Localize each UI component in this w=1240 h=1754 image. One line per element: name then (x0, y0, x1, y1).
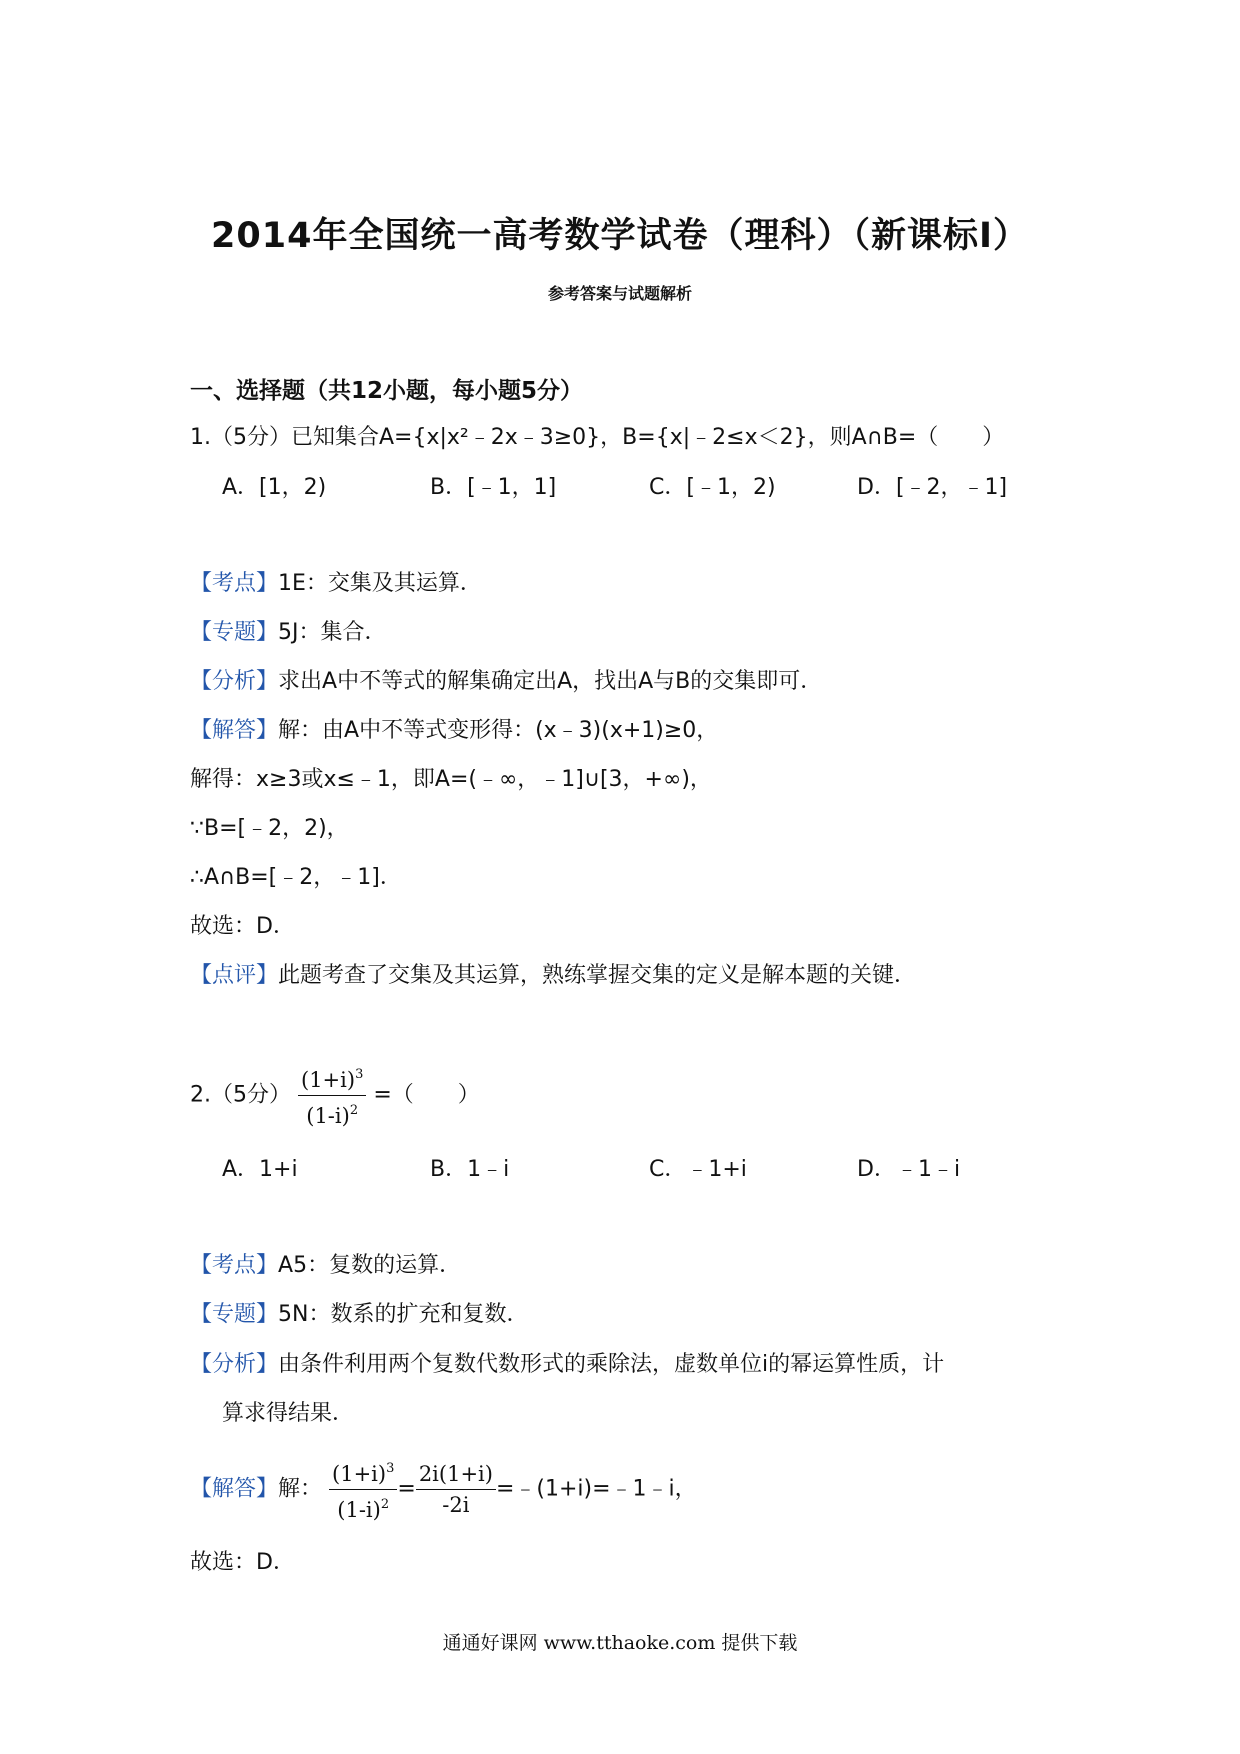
solution-fraction-1 (329, 1456, 397, 1523)
solution-fraction-2 (416, 1461, 496, 1518)
q1-option-b: B．[﹣1，1] (430, 475, 557, 500)
fenxi-text: 求出A中不等式的解集确定出A，找出A与B的交集即可． (278, 669, 823, 694)
q2-frac-numerator: (1+i) (301, 1068, 356, 1092)
q2-kaodian (190, 1251, 461, 1281)
page-subtitle: 参考答案与试题解析 (547, 284, 692, 303)
q1-answer: 故选：D． (190, 914, 295, 939)
sol-frac1-numerator: (1+i) (332, 1462, 387, 1486)
q1-step-2: ∵B=[﹣2，2)， (190, 816, 349, 841)
dianping-text: 此题考查了交集及其运算，熟练掌握交集的定义是解本题的关键． (278, 963, 917, 988)
kaodian-text: 1E：交集及其运算． (278, 571, 482, 596)
section-heading: 一、选择题（共12小题，每小题5分） (190, 378, 584, 404)
zhuanti-tag: 【专题】 (190, 620, 279, 645)
q2-option-a: A．1+i (222, 1157, 298, 1182)
q2-option-b: B．1﹣i (430, 1157, 510, 1182)
zhuanti-tag: 【专题】 (190, 1302, 279, 1327)
q2-frac-denominator-exp: 2 (349, 1103, 359, 1118)
q2-fraction (298, 1062, 366, 1129)
sol-frac1-denominator-exp: 2 (380, 1497, 390, 1512)
q2-frac-denominator: (1-i) (306, 1104, 350, 1128)
fenxi-tag: 【分析】 (190, 1352, 279, 1377)
jieda-prefix: 解： (278, 1476, 323, 1502)
q2-jieda (190, 1456, 697, 1523)
zhuanti-text: 5N：数系的扩充和复数． (278, 1302, 529, 1327)
q1-dianping (190, 961, 916, 991)
sol-frac2-numerator: 2i(1+i) (416, 1461, 496, 1490)
q2-option-c: C．﹣1+i (649, 1157, 747, 1182)
q1-option-a: A．[1，2) (222, 475, 327, 500)
q1-zhuanti (190, 618, 387, 648)
zhuanti-text: 5J：集合． (278, 620, 387, 645)
q2-stem-suffix: =（ ） (373, 1082, 480, 1108)
q1-fenxi (190, 667, 822, 697)
fenxi-text-line1: 由条件利用两个复数代数形式的乘除法，虚数单位i的幂运算性质，计 (278, 1352, 945, 1377)
q1-stem: 1.（5分）已知集合A={x|x²﹣2x﹣3≥0}，B={x|﹣2≤x＜2}，则A∩B=（ ） (190, 425, 1005, 450)
equals-sign: = (397, 1476, 416, 1502)
q2-frac-numerator-exp: 3 (355, 1067, 364, 1082)
fenxi-tag: 【分析】 (190, 669, 279, 694)
q2-answer: 故选：D． (190, 1550, 295, 1575)
q1-step-1: 解得：x≥3或x≤﹣1，即A=(﹣∞，﹣1]∪[3，+∞)， (190, 767, 712, 792)
q2-zhuanti (190, 1300, 528, 1330)
sol-frac2-denominator: -2i (442, 1493, 470, 1517)
dianping-tag: 【点评】 (190, 963, 279, 988)
page-title: 2014年全国统一高考数学试卷（理科）（新课标Ⅰ） (211, 216, 1029, 256)
kaodian-tag: 【考点】 (190, 571, 279, 596)
q2-fenxi-line2: 算求得结果． (222, 1401, 355, 1426)
kaodian-text: A5：复数的运算． (278, 1253, 462, 1278)
jieda-tag: 【解答】 (190, 1476, 279, 1502)
page-footer: 通通好课网 www.tthaoke.com 提供下载 (442, 1632, 798, 1654)
q1-option-c: C．[﹣1，2) (649, 475, 776, 500)
jieda-tag: 【解答】 (190, 718, 279, 743)
q1-jieda (190, 716, 718, 746)
q2-stem-prefix: 2.（5分） (190, 1082, 291, 1108)
q1-step-3: ∴A∩B=[﹣2，﹣1]． (190, 865, 402, 890)
sol-frac1-numerator-exp: 3 (386, 1461, 395, 1476)
q2-fenxi (190, 1350, 944, 1380)
q1-kaodian (190, 569, 482, 599)
q1-option-d: D．[﹣2，﹣1] (857, 475, 1008, 500)
kaodian-tag: 【考点】 (190, 1253, 279, 1278)
jieda-suffix: =﹣(1+i)=﹣1﹣i， (495, 1476, 697, 1502)
jieda-text: 解：由A中不等式变形得：(x﹣3)(x+1)≥0， (278, 718, 719, 743)
sol-frac1-denominator: (1-i) (337, 1498, 381, 1522)
q2-stem (190, 1062, 480, 1129)
q2-option-d: D．﹣1﹣i (857, 1157, 961, 1182)
